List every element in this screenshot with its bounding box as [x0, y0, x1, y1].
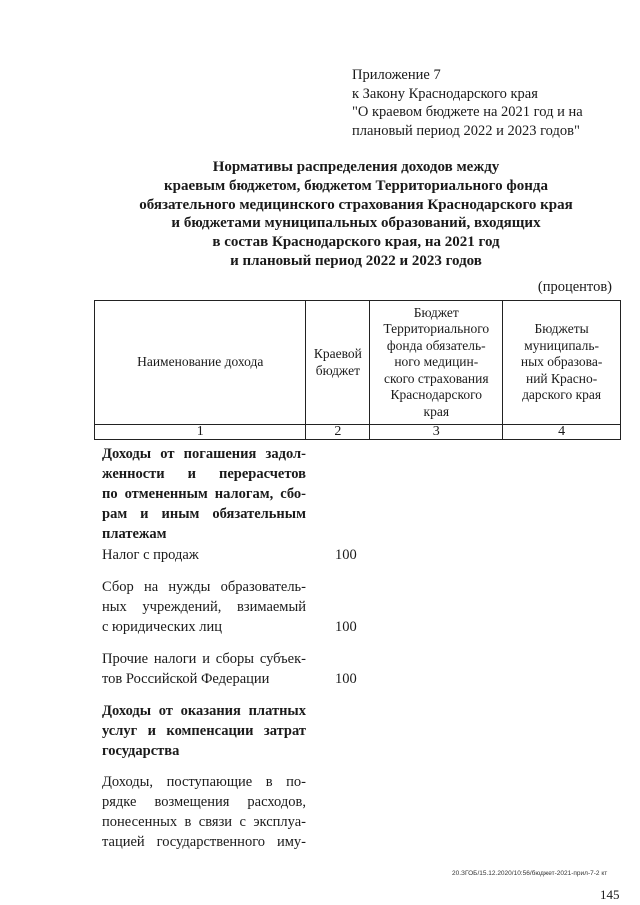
header-insurance-fund: Бюджет Территориального фонда обязатель- ного медицин- ского страхования Краснодарского края: [370, 301, 503, 425]
title-line: обязательного медицинского страхования Краснодарского края: [139, 196, 573, 213]
header-regional-budget: Краевой бюджет: [306, 301, 370, 425]
title-line: и бюджетами муниципальных образований, входящих: [171, 215, 541, 232]
header-row: [95, 301, 621, 425]
table-row-expense-reimbursement: Доходы, поступающие в по- рядке возмещения расходов, понесенных в связи с эксплуа- тацией государственного иму-: [102, 774, 306, 850]
appendix-line: к Закону Краснодарского края: [352, 85, 538, 102]
column-number: 2: [306, 425, 370, 440]
title-line: Нормативы распределения доходов между: [212, 159, 500, 175]
appendix-header: [352, 66, 622, 140]
regional-budget-value: 100: [335, 619, 357, 635]
appendix-line: "О краевом бюджете на 2021 год и на: [352, 104, 583, 120]
document-stamp: 20.ЗГОБ/15.12.2020/10:56/бюджет-2021-прил-7-2 кт: [452, 870, 608, 877]
title-line: и плановый период 2022 и 2023 годов: [230, 252, 482, 269]
appendix-line: Приложение 7: [352, 67, 441, 83]
unit-label: (процентов): [537, 279, 612, 295]
table-row-sales-tax: Налог с продаж: [102, 547, 199, 563]
table-row-debt-repayment: Доходы от погашения задол- женности и перерасчетов по отмененным налогам, сбо- рам и иным обязательным платежам: [102, 446, 306, 542]
column-number: 4: [503, 425, 621, 440]
table-header: [94, 300, 621, 440]
table-row-other-taxes: Прочие налоги и сборы субъек- тов Российской Федерации: [102, 651, 306, 687]
table-row-education-levy: Сбор на нужды образователь- ных учреждений, взимаемый с юридических лиц: [102, 579, 306, 635]
document-title: [86, 158, 626, 271]
title-line: в состав Краснодарского края, на 2021 год: [212, 234, 500, 251]
header-income-name: Наименование дохода: [95, 301, 306, 425]
column-number: 1: [95, 425, 306, 440]
regional-budget-value: 100: [335, 547, 357, 563]
table-row-paid-services: Доходы от оказания платных услуг и компенсации затрат государства: [102, 703, 306, 759]
regional-budget-value: 100: [335, 671, 357, 687]
page-number: 145: [600, 887, 620, 902]
appendix-line: плановый период 2022 и 2023 годов": [352, 122, 580, 139]
column-number: 3: [370, 425, 503, 440]
title-line: краевым бюджетом, бюджетом Территориального фонда: [164, 177, 548, 194]
header-municipal-budgets: Бюджеты муниципаль- ных образова- ний Красно- дарского края: [503, 301, 621, 425]
column-number-row: [95, 425, 621, 440]
